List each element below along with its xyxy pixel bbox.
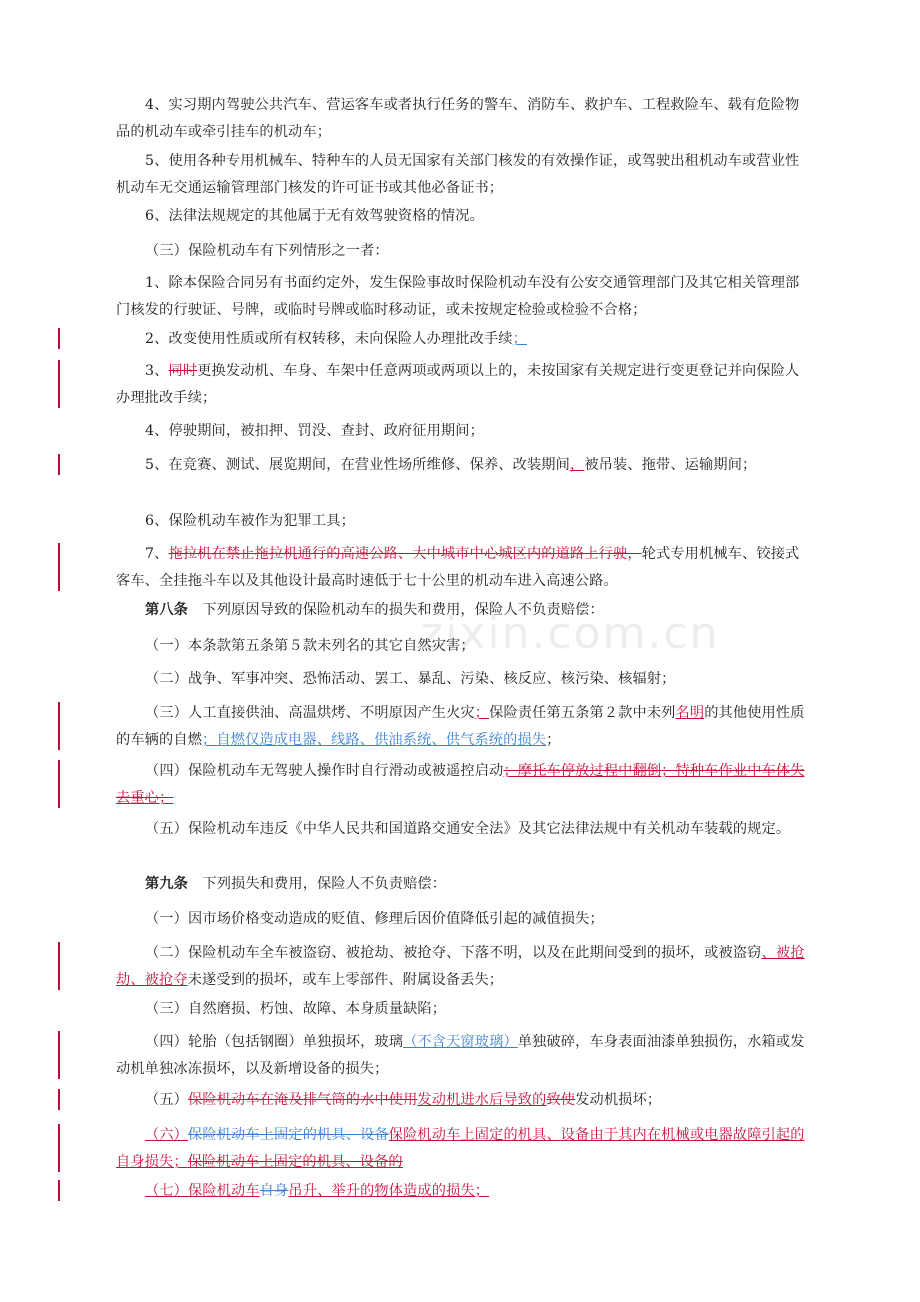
tracked-insertion: 发动机进水后导致的 <box>417 1092 547 1108</box>
paragraph-p19 <box>116 906 806 933</box>
paragraph-text: （一）因市场价格变动造成的贬值、修理后因价值降低引起的减值损失； <box>145 911 604 927</box>
change-bar <box>58 328 60 349</box>
tracked-deletion: 致使 <box>546 1092 576 1108</box>
paragraph-p1 <box>116 92 806 146</box>
paragraph-text: （四）轮胎（包括钢圈）单独损坏，玻璃 <box>145 1034 404 1050</box>
paragraph-p14 <box>116 666 806 693</box>
paragraph-text: 6、保险机动车被作为犯罪工具； <box>145 513 355 529</box>
tracked-insertion: 保险机动车上固定的机具、设备由于其内在机械或电器故障引起的自身损失； <box>116 1127 805 1170</box>
paragraph-p3 <box>116 203 806 230</box>
paragraph-text: （四）保险机动车无驾驶人操作时自行滑动或被遥控启动 <box>145 763 504 779</box>
paragraph-text: （一）本条款第五条第５款未列名的其它自然灾害； <box>145 638 475 654</box>
paragraph-p15 <box>116 700 806 754</box>
change-bar <box>58 702 60 750</box>
paragraph-text: ； <box>546 732 561 748</box>
paragraph-text: 更换发动机、车身、车架中任意两项或两项以上的，未按国家有关规定进行变更登记并向保险人办理批改手续； <box>116 363 800 406</box>
paragraph-p21 <box>116 996 806 1023</box>
tracked-insertion: 名明 <box>675 705 705 721</box>
paragraph-p22 <box>116 1029 806 1083</box>
paragraph-text: 下列原因导致的保险机动车的损失和费用，保险人不负责赔偿： <box>188 602 604 618</box>
paragraph-p17 <box>116 816 806 843</box>
paragraph-text: 未遂受到的损坏，或车上零部件、附属设备丢失； <box>187 972 504 988</box>
paragraph-p10 <box>116 508 806 535</box>
tracked-deletion: 同时 <box>168 363 198 379</box>
paragraph-text: 5、使用各种专用机械车、特种车的人员无国家有关部门核发的有效操作证，或驾驶出租机动车或营业性机动车无交通运输管理部门核发的许可证书或其他必备证书； <box>116 153 800 196</box>
change-bar <box>58 1180 60 1201</box>
paragraph-text: 轮式专用机械车、铰接式客车、全挂拖斗车以及其他设计最高时速低于七十公里的机动车进入高速公路。 <box>116 546 800 589</box>
paragraph-text: 2、改变使用性质或所有权转移，未向保险人办理批改手续 <box>145 331 513 347</box>
paragraph-text: （二）保险机动车全车被盗窃、被抢劫、被抢夺、下落不明，以及在此期间受到的损坏，或被盗窃 <box>145 945 762 961</box>
paragraph-p20 <box>116 940 806 994</box>
paragraph-text: 3、 <box>145 363 169 379</box>
tracked-insertion: ； <box>512 331 527 347</box>
paragraph-text: 发动机损坏； <box>575 1092 662 1108</box>
paragraph-p6 <box>116 326 806 353</box>
paragraph-text: （三）保险机动车有下列情形之一者： <box>145 243 389 259</box>
change-bar <box>58 760 60 808</box>
paragraph-text: 的其他使用性质的车辆的自燃 <box>116 705 805 748</box>
paragraph-p12 <box>116 597 806 624</box>
tracked-deletion: 保险机动车上固定的机具、设备的 <box>187 1154 403 1170</box>
tracked-deletion: ；摩托车停放过程中翻倒；特种车作业中车体失去重心； <box>116 763 805 806</box>
paragraph-p25 <box>116 1178 806 1205</box>
paragraph-p5 <box>116 270 806 324</box>
paragraph-p11 <box>116 541 806 595</box>
change-bar <box>58 1031 60 1079</box>
change-bar <box>58 543 60 591</box>
change-bar <box>58 1089 60 1110</box>
paragraph-text: 保险责任第五条第２款中未列 <box>489 705 676 721</box>
paragraph-text: 4、停驶期间，被扣押、罚没、查封、政府征用期间； <box>145 423 484 439</box>
paragraph-text: 单独破碎，车身表面油漆单独损伤，水箱或发动机单独冰冻损坏，以及新增设备的损失； <box>116 1034 805 1077</box>
watermark: zixin.com.cn <box>420 608 720 659</box>
paragraph-text: （二）战争、军事冲突、恐怖活动、罢工、暴乱、污染、核反应、核污染、核辐射； <box>145 671 676 687</box>
tracked-deletion: 保险机动车在淹及排气筒的水中使用 <box>188 1092 418 1108</box>
paragraph-p2 <box>116 148 806 202</box>
change-bar <box>58 942 60 990</box>
tracked-insertion: 吊升、举升的物体造成的损失； <box>288 1183 490 1199</box>
paragraph-text: （三）自然磨损、朽蚀、故障、本身质量缺陷； <box>145 1001 447 1017</box>
paragraph-text: 7、 <box>145 546 169 562</box>
paragraph-p13 <box>116 633 806 660</box>
paragraph-text: （三）人工直接供油、高温烘烤、不明原因产生火灾 <box>145 705 475 721</box>
paragraph-p7 <box>116 358 806 412</box>
change-bar <box>58 360 60 408</box>
change-bar <box>58 454 60 475</box>
paragraph-p23 <box>116 1087 806 1114</box>
paragraph-text: 1、除本保险合同另有书面约定外，发生保险事故时保险机动车没有公安交通管理部门及其它相关管理部门核发的行驶证、号牌，或临时号牌或临时移动证，或未按规定检验或检验不合格； <box>116 275 800 318</box>
paragraph-p24 <box>116 1122 806 1176</box>
paragraph-text: 6、法律法规规定的其他属于无有效驾驶资格的情况。 <box>145 208 484 224</box>
paragraph-text: 4、实习期内驾驶公共汽车、营运客车或者执行任务的警车、消防车、救护车、工程救险车、载有危险物品的机动车或牵引挂车的机动车； <box>116 97 800 140</box>
paragraph-p8 <box>116 418 806 445</box>
tracked-insertion: ； <box>474 705 490 721</box>
tracked-insertion: ；自燃仅造成电器、线路、供油系统、供气系统的损失 <box>202 732 547 748</box>
paragraph-p9 <box>116 452 806 479</box>
tracked-insertion: （不含天窗玻璃） <box>403 1034 518 1050</box>
tracked-insertion: ， <box>569 457 585 473</box>
paragraph-text: 被吊装、拖带、运输期间； <box>584 457 757 473</box>
tracked-deletion: 自身 <box>259 1183 289 1199</box>
paragraph-text: 第八条 <box>145 602 189 618</box>
paragraph-p18 <box>116 871 806 898</box>
paragraph-text: 下列损失和费用，保险人不负责赔偿： <box>188 876 447 892</box>
tracked-insertion: 、被抢劫、被抢夺 <box>116 945 805 988</box>
paragraph-text: （五） <box>145 1092 189 1108</box>
tracked-insertion: （六） <box>145 1127 189 1143</box>
tracked-deletion: 保险机动车上固定的机具、设备 <box>188 1127 389 1143</box>
paragraph-p4 <box>116 238 806 265</box>
paragraph-text: 5、在竞赛、测试、展览期间，在营业性场所维修、保养、改装期间 <box>145 457 570 473</box>
change-bar <box>58 1124 60 1172</box>
tracked-insertion: （七）保险机动车 <box>145 1183 260 1199</box>
paragraph-text: （五）保险机动车违反《中华人民共和国道路交通安全法》及其它法律法规中有关机动车装载的规定。 <box>145 821 791 837</box>
tracked-deletion: 拖拉机在禁止拖拉机通行的高速公路、大中城市中心城区内的道路上行驶， <box>168 546 642 562</box>
paragraph-text: 第九条 <box>145 876 189 892</box>
paragraph-p16 <box>116 758 806 812</box>
